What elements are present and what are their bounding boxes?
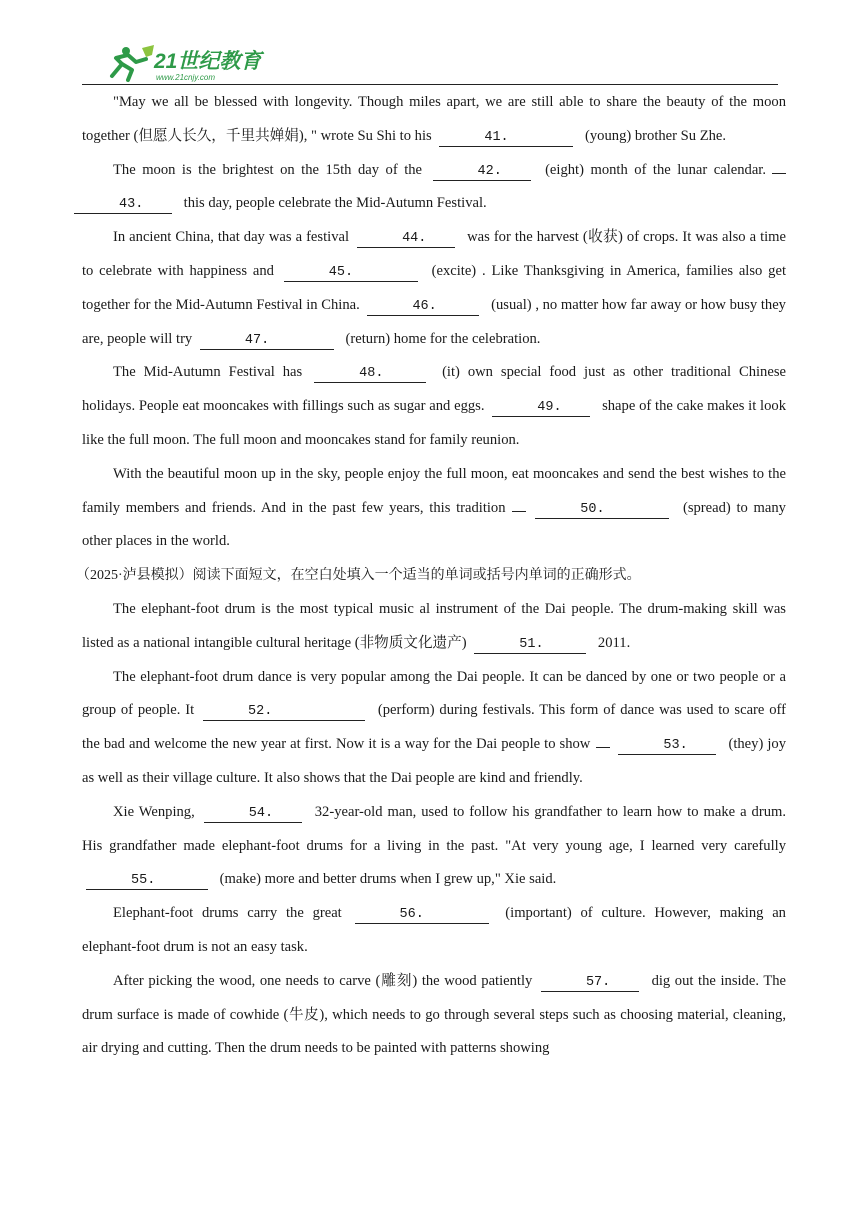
answer-blank-55[interactable]: 55.: [86, 873, 208, 890]
answer-blank-51[interactable]: 51.: [474, 637, 586, 654]
answer-blank-45[interactable]: 45.: [284, 265, 418, 282]
passage2-paragraph-2: The elephant-foot drum dance is very popular among the Dai people. It can be danced by one or two people or a group of people. It 52. (perform) during festivals. This form of dance was used to scare off the bad and welcome the new year at first. Now it is a way for the Dai people to show 53. (they) joy as well as their village culture. It also shows that the Dai people are kind and friendly.: [82, 668, 786, 786]
answer-blank-52[interactable]: 52.: [203, 704, 365, 721]
passage1-paragraph-4: The Mid-Autumn Festival has 48. (it) own special food just as other traditional Chinese holidays. People eat mooncakes with fillings such as sugar and eggs. 49. shape of the cake makes it look like the full moon. The full moon and mooncakes stand for family reunion.: [82, 364, 787, 448]
passage1-paragraph-1: "May we all be blessed with longevity. Though miles apart, we are still able to share the beauty of the moon together (但愿人长久，千里共婵娟), " wrote Su Shi to his 41. (young) brother Su Zhe.: [82, 94, 786, 145]
passage2-paragraph-3: Xie Wenping, 54. 32-year-old man, used to follow his grandfather to learn how to make a drum. His grandfather made elephant-foot drums for a living in the past. "At very young age, I learned very carefully 55. (make) more and better drums when I grew up," Xie said.: [82, 803, 786, 889]
blank-lead-line: [772, 173, 786, 174]
answer-blank-49[interactable]: 49.: [492, 400, 590, 417]
answer-blank-41[interactable]: 41.: [439, 130, 573, 147]
blank-lead-line: [596, 747, 610, 748]
svg-text:www.21cnjy.com: www.21cnjy.com: [156, 73, 215, 82]
answer-blank-46[interactable]: 46.: [367, 299, 479, 316]
passage1-paragraph-3: In ancient China, that day was a festival 44. was for the harvest (收获) of crops. It was also a time to celebrate with happiness and 45. (excite) . Like Thanksgiving in America, families also get together for the Mid-Autumn Festival in China. 46. (usual) , no matter how far away or how busy they are, people will try 47. (return) home for the celebration.: [82, 229, 787, 348]
passage2-paragraph-4: Elephant-foot drums carry the great 56. (important) of culture. However, making an elephant-foot drum is not an easy task.: [82, 905, 786, 955]
answer-blank-50[interactable]: 50.: [535, 502, 669, 519]
answer-blank-44[interactable]: 44.: [357, 231, 455, 248]
blank-lead-line: [512, 511, 526, 512]
answer-blank-56[interactable]: 56.: [355, 907, 489, 924]
passage1-paragraph-2: The moon is the brightest on the 15th day of the 42. (eight) month of the lunar calendar. 43. this day, people celebrate the Mid-Autumn Festival.: [82, 154, 786, 222]
passage2-paragraph-5: After picking the wood, one needs to carve (雕刻) the wood patiently 57. dig out the inside. The drum surface is made of cowhide (牛皮), which needs to go through several steps such as choosing material, cleaning, air drying and cutting. Then the drum needs to be painted with patterns showing: [82, 972, 787, 1057]
section2-instructions: （2025·泸县模拟）阅读下面短文，在空白处填入一个适当的单词或括号内单词的正确形式。: [76, 568, 641, 584]
passage1-paragraph-5: With the beautiful moon up in the sky, people enjoy the full moon, eat mooncakes and send the best wishes to the family members and friends. And in the past few years, this tradition 50. (spread) to many other places in the world.: [82, 465, 786, 550]
svg-text:21世纪教育: 21世纪教育: [154, 50, 262, 73]
answer-blank-54[interactable]: 54.: [204, 806, 302, 823]
21cnjy-logo: [102, 42, 272, 84]
answer-blank-57[interactable]: 57.: [541, 975, 639, 992]
passage2-paragraph-1: The elephant-foot drum is the most typical music al instrument of the Dai people. The drum-making skill was listed as a national intangible cultural heritage (非物质文化遗产) 51. 2011.: [82, 600, 786, 652]
answer-blank-47[interactable]: 47.: [200, 333, 334, 350]
answer-blank-48[interactable]: 48.: [314, 366, 426, 383]
answer-blank-42[interactable]: 42.: [433, 164, 531, 181]
document-body: [76, 86, 787, 1066]
page-header: [82, 38, 778, 86]
answer-blank-53[interactable]: 53.: [618, 738, 716, 755]
answer-blank-43[interactable]: 43.: [74, 197, 172, 214]
header-rule: [82, 84, 778, 85]
